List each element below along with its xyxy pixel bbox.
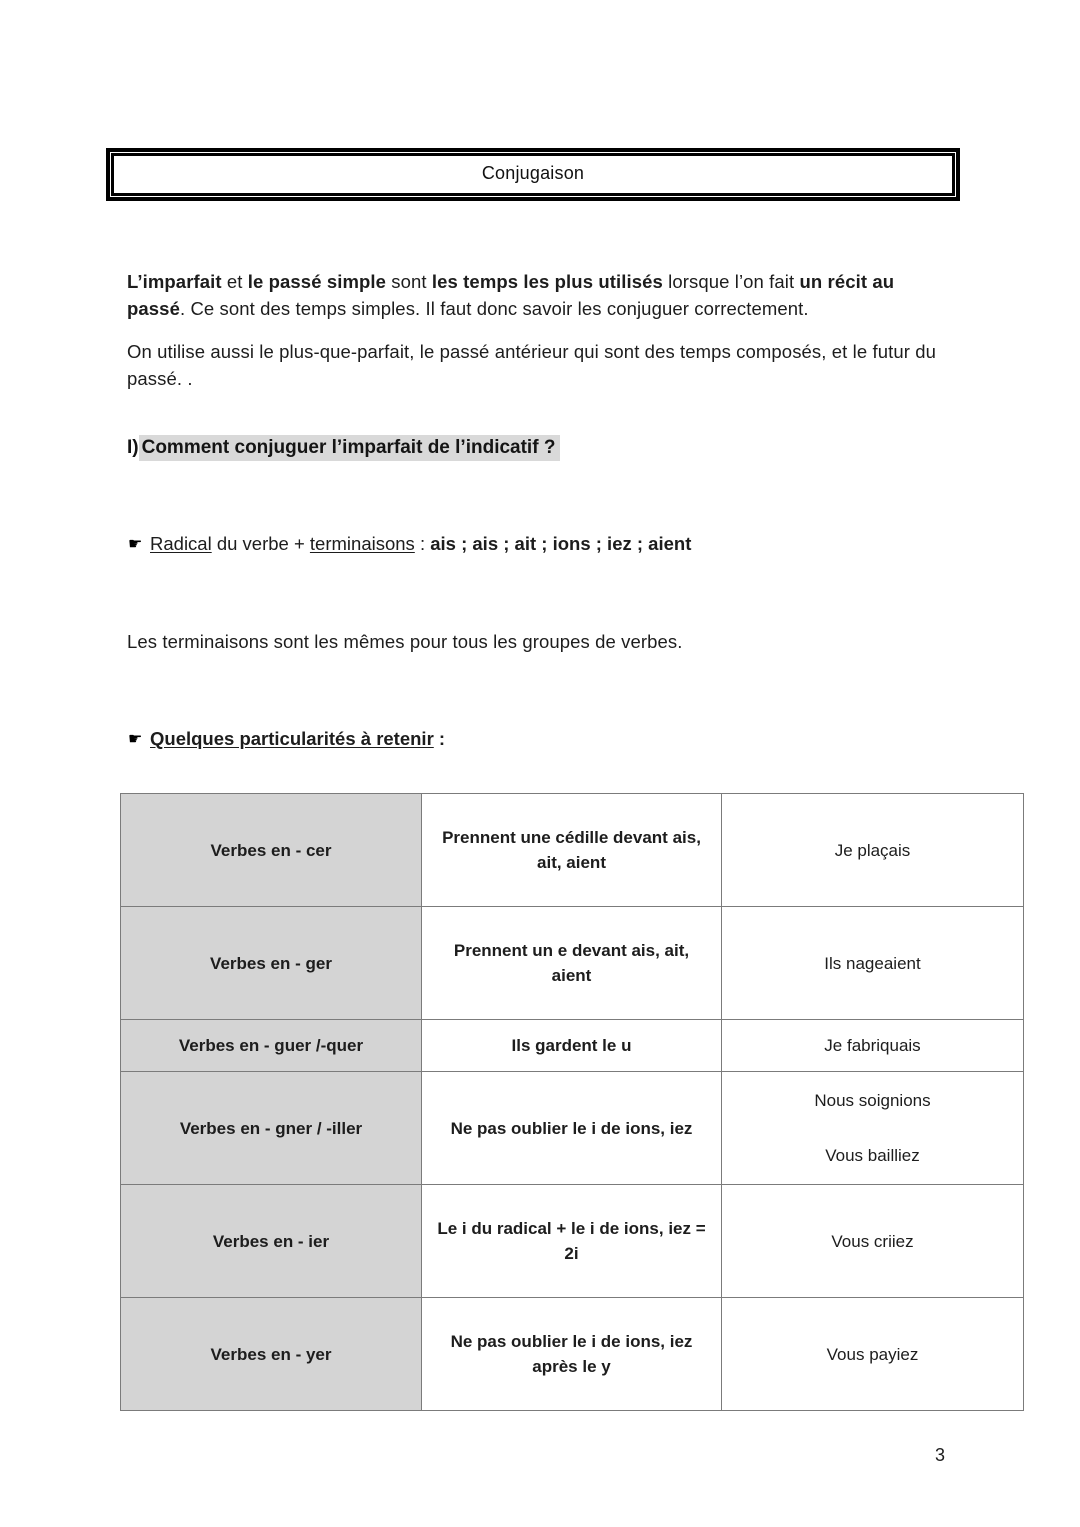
table-cell-type: Verbes en - yer bbox=[121, 1298, 422, 1411]
table-cell-example: Je plaçais bbox=[722, 794, 1024, 907]
radical-separator: : bbox=[414, 533, 431, 554]
section-number-label: I) bbox=[127, 437, 139, 458]
particularites-suffix: : bbox=[433, 728, 446, 749]
table-cell-type: Verbes en - ier bbox=[121, 1185, 422, 1298]
intro-run-7: . Ce sont des temps simples. Il faut donc savoir les conjuguer correctement. bbox=[179, 298, 809, 319]
secondary-paragraph: On utilise aussi le plus-que-parfait, le passé antérieur qui sont des temps composés, et le futur du passé. . bbox=[127, 341, 937, 389]
intro-paragraph bbox=[127, 268, 947, 322]
table-cell-example: Vous criiez bbox=[722, 1185, 1024, 1298]
table-cell-type: Verbes en - cer bbox=[121, 794, 422, 907]
endings-note-paragraph: Les terminaisons sont les mêmes pour tous les groupes de verbes. bbox=[127, 631, 683, 652]
table-cell-type: Verbes en - ger bbox=[121, 907, 422, 1020]
banner-title-text: Conjugaison bbox=[481, 163, 585, 183]
table-cell-rule: Ne pas oublier le i de ions, iez après le y bbox=[422, 1298, 722, 1411]
table-cell-rule: Prennent un e devant ais, ait, aient bbox=[422, 907, 722, 1020]
bullet-radical-line bbox=[128, 531, 691, 559]
particularities-table bbox=[120, 793, 1024, 1411]
intro-run-5: lorsque l’on fait bbox=[662, 271, 800, 292]
radical-middle-text: du verbe + bbox=[211, 533, 310, 554]
intro-run-4: les temps les plus utilisés bbox=[431, 271, 663, 292]
intro-run-0: L’imparfait bbox=[127, 271, 222, 292]
intro-run-1: et bbox=[221, 271, 248, 292]
table-cell-example: Je fabriquais bbox=[722, 1020, 1024, 1072]
intro-run-2: le passé simple bbox=[247, 271, 387, 292]
table-cell-example bbox=[722, 1072, 1024, 1185]
table-cell-type: Verbes en - gner / -iller bbox=[121, 1072, 422, 1185]
table-row bbox=[121, 794, 1024, 907]
table-row bbox=[121, 1020, 1024, 1072]
title-banner-inner bbox=[111, 153, 955, 196]
table-row bbox=[121, 1298, 1024, 1411]
example-line: Vous bailliez bbox=[825, 1146, 920, 1165]
title-banner bbox=[106, 148, 960, 201]
example-line: Nous soignions bbox=[814, 1091, 931, 1110]
pointing-hand-icon: ☛ bbox=[128, 731, 143, 748]
title-banner-gap bbox=[110, 152, 956, 197]
table-row bbox=[121, 1185, 1024, 1298]
section-title-highlight: Comment conjuguer l’imparfait de l’indicatif ? bbox=[139, 435, 561, 461]
imparfait-endings-list: ais ; ais ; ait ; ions ; iez ; aient bbox=[430, 533, 692, 554]
table-cell-rule: Prennent une cédille devant ais, ait, aient bbox=[422, 794, 722, 907]
table-cell-rule: Le i du radical + le i de ions, iez = 2i bbox=[422, 1185, 722, 1298]
particularites-underlined-title: Quelques particularités à retenir bbox=[150, 728, 434, 749]
section-heading bbox=[127, 434, 560, 462]
table-cell-rule: Ils gardent le u bbox=[422, 1020, 722, 1072]
terminaisons-underlined-word: terminaisons bbox=[309, 533, 415, 554]
intro-run-3: sont bbox=[386, 271, 432, 292]
table-cell-type: Verbes en - guer /-quer bbox=[121, 1020, 422, 1072]
page-number: 3 bbox=[935, 1445, 946, 1465]
table-cell-example: Ils nageaient bbox=[722, 907, 1024, 1020]
table-cell-rule: Ne pas oublier le i de ions, iez bbox=[422, 1072, 722, 1185]
bullet-particularites-line bbox=[128, 726, 445, 754]
table-row bbox=[121, 1072, 1024, 1185]
table-cell-example: Vous payiez bbox=[722, 1298, 1024, 1411]
pointing-hand-icon: ☛ bbox=[128, 536, 143, 553]
intro-run-6: un récit au passé bbox=[127, 271, 895, 319]
radical-underlined-word: Radical bbox=[150, 533, 212, 554]
table-row bbox=[121, 907, 1024, 1020]
